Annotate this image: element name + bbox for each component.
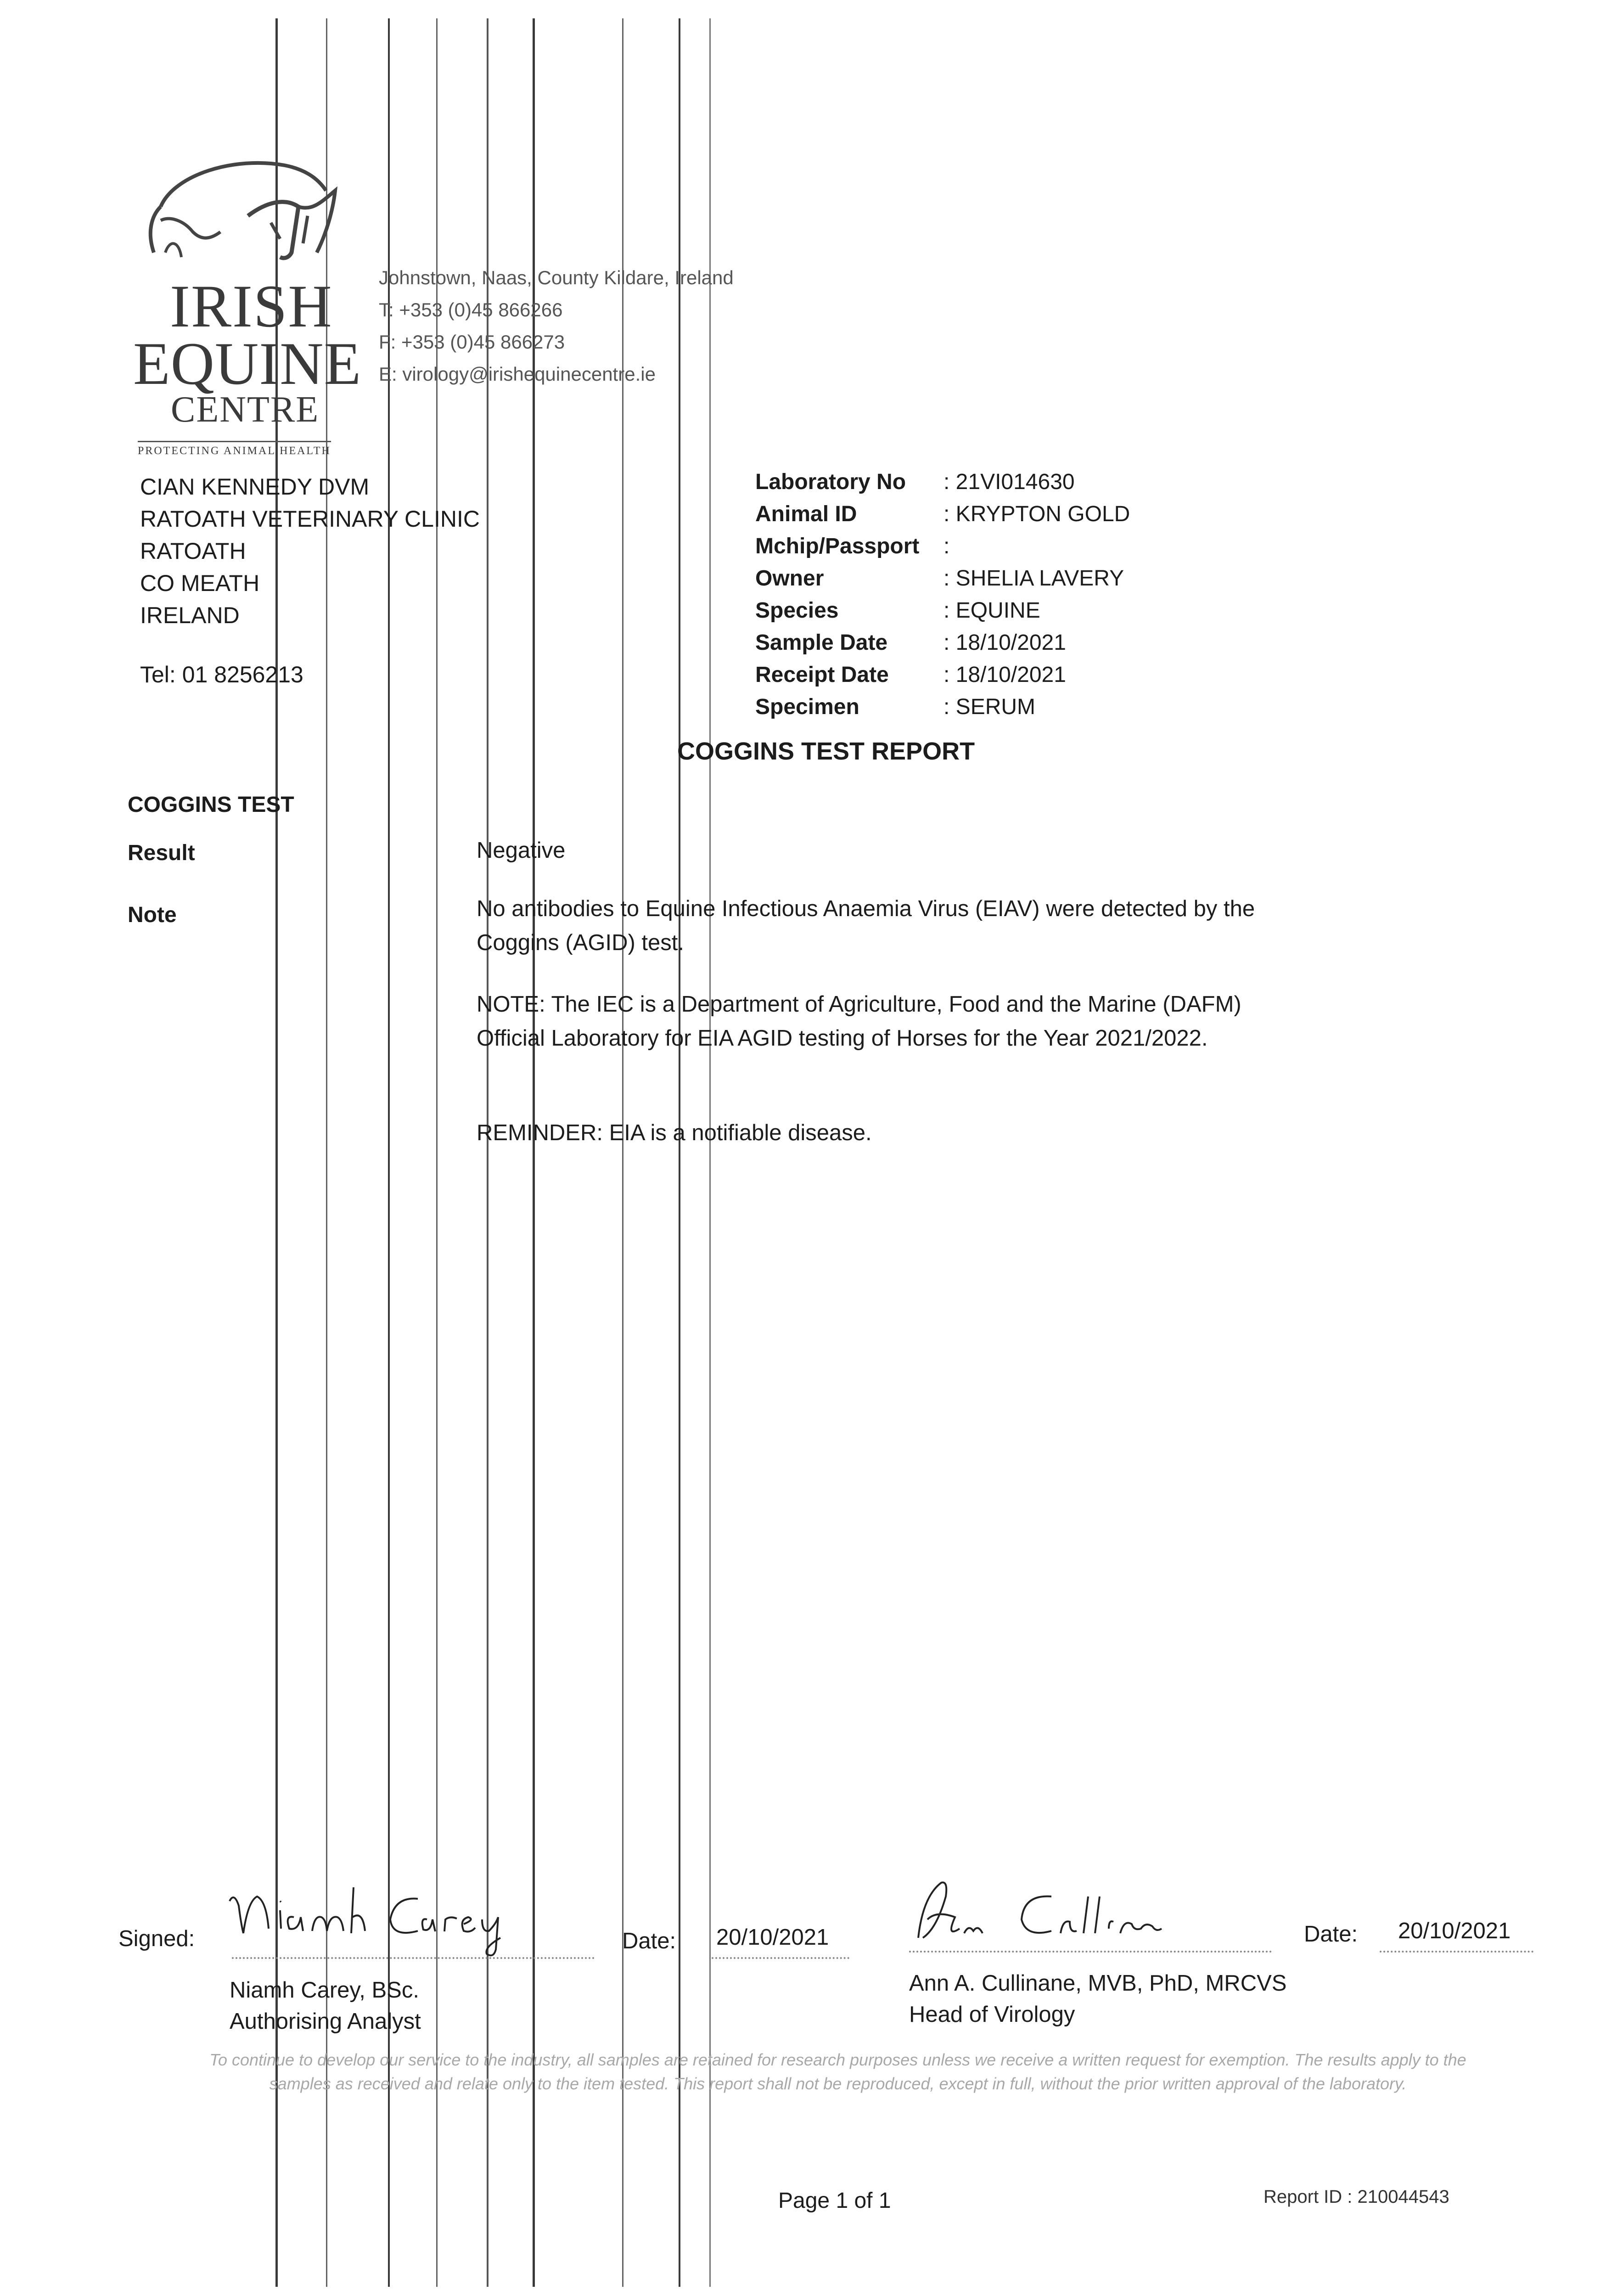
logo-word: CENTRE	[171, 389, 320, 430]
note-label: Note	[128, 903, 177, 927]
date-label: Date:	[1304, 1922, 1358, 1947]
date-value-2: 20/10/2021	[1398, 1919, 1511, 1943]
horse-head-icon	[133, 147, 354, 276]
result-label: Result	[128, 841, 195, 865]
irish-equine-centre-logo	[133, 147, 362, 457]
signer1-block	[230, 1975, 421, 2037]
signer1-title: Authorising Analyst	[230, 2009, 421, 2034]
lab-details-value: : SERUM	[943, 695, 1036, 719]
page-number: Page 1 of 1	[778, 2189, 891, 2213]
report-id: Report ID : 210044543	[1264, 2187, 1449, 2207]
report-title: COGGINS TEST REPORT	[677, 737, 975, 765]
logo-word: IRISH	[170, 272, 333, 340]
lab-details-label: Animal ID	[755, 502, 857, 526]
recipient-address	[140, 471, 480, 631]
recipient-tel: Tel: 01 8256213	[140, 662, 303, 687]
disclaimer-text: To continue to develop our service to the industry, all samples are retained for research purposes unless we receive a written request for exemption. The results apply to the samples as received and relate only to the item tested. This report shall not be reproduced, except in full, without the prior written approval of the laboratory.	[209, 2050, 1466, 2093]
lab-details-label: Mchip/Passport	[755, 534, 920, 558]
date-line	[712, 1957, 849, 1959]
lab-address: Johnstown, Naas, County Kildare, Ireland	[379, 267, 734, 288]
lab-details-value: : 21VI014630	[943, 470, 1075, 494]
signer2-block	[909, 1968, 1286, 2030]
lab-fax: F: +353 (0)45 866273	[379, 331, 565, 353]
signer1-name: Niamh Carey, BSc.	[230, 1978, 419, 2003]
lab-details-table	[755, 466, 1130, 723]
lab-details-label: Laboratory No	[755, 470, 906, 494]
date-line	[1380, 1951, 1533, 1953]
lab-details-row	[755, 563, 1130, 595]
lab-phone: T: +353 (0)45 866266	[379, 299, 563, 321]
note-paragraph: NOTE: The IEC is a Department of Agriculture, Food and the Marine (DAFM) Official Laboratory for EIA AGID testing of Horses for the Year 2021/2022.	[477, 992, 1241, 1051]
lab-details-row	[755, 659, 1130, 691]
signer2-title: Head of Virology	[909, 2002, 1075, 2027]
lab-details-label: Species	[755, 598, 839, 623]
signature-ann-cullinane	[904, 1869, 1217, 1952]
lab-details-value: : EQUINE	[943, 598, 1040, 623]
logo-word: EQUINE	[133, 330, 362, 397]
lab-details-label: Receipt Date	[755, 663, 889, 687]
recipient-line: IRELAND	[140, 602, 240, 628]
reminder-paragraph: REMINDER: EIA is a notifiable disease.	[477, 1120, 872, 1145]
lab-details-value: :	[943, 534, 950, 558]
date-value-1: 20/10/2021	[716, 1925, 829, 1950]
recipient-line: CIAN KENNEDY DVM	[140, 474, 370, 500]
lab-details-row	[755, 530, 1130, 563]
signature-line	[909, 1951, 1272, 1953]
lab-details-value: : SHELIA LAVERY	[943, 566, 1124, 591]
signed-label: Signed:	[118, 1926, 195, 1951]
lab-details-value: : 18/10/2021	[943, 630, 1066, 655]
lab-email: E: virology@irishequinecentre.ie	[379, 363, 656, 385]
lab-details-row	[755, 466, 1130, 498]
lab-details-row	[755, 691, 1130, 723]
lab-details-label: Owner	[755, 566, 824, 591]
lab-details-value: : 18/10/2021	[943, 663, 1066, 687]
lab-details-row	[755, 595, 1130, 627]
lab-details-row	[755, 498, 1130, 530]
result-value: Negative	[477, 838, 566, 863]
note-paragraph: No antibodies to Equine Infectious Anaemia Virus (EIAV) were detected by the Coggins (AGID) test.	[477, 896, 1255, 955]
recipient-line: CO MEATH	[140, 570, 260, 596]
lab-details-label: Sample Date	[755, 630, 888, 655]
signer2-name: Ann A. Cullinane, MVB, PhD, MRCVS	[909, 1971, 1287, 1996]
date-label: Date:	[622, 1929, 676, 1953]
lab-details-value: : KRYPTON GOLD	[943, 502, 1130, 526]
lab-contact-block	[379, 262, 734, 390]
recipient-line: RATOATH VETERINARY CLINIC	[140, 506, 480, 532]
lab-details-row	[755, 627, 1130, 659]
recipient-line: RATOATH	[140, 538, 246, 564]
section-title: COGGINS TEST	[128, 793, 294, 817]
signature-niamh-carey	[225, 1874, 537, 1961]
lab-details-label: Specimen	[755, 695, 859, 719]
logo-tagline: PROTECTING ANIMAL HEALTH	[138, 441, 331, 457]
